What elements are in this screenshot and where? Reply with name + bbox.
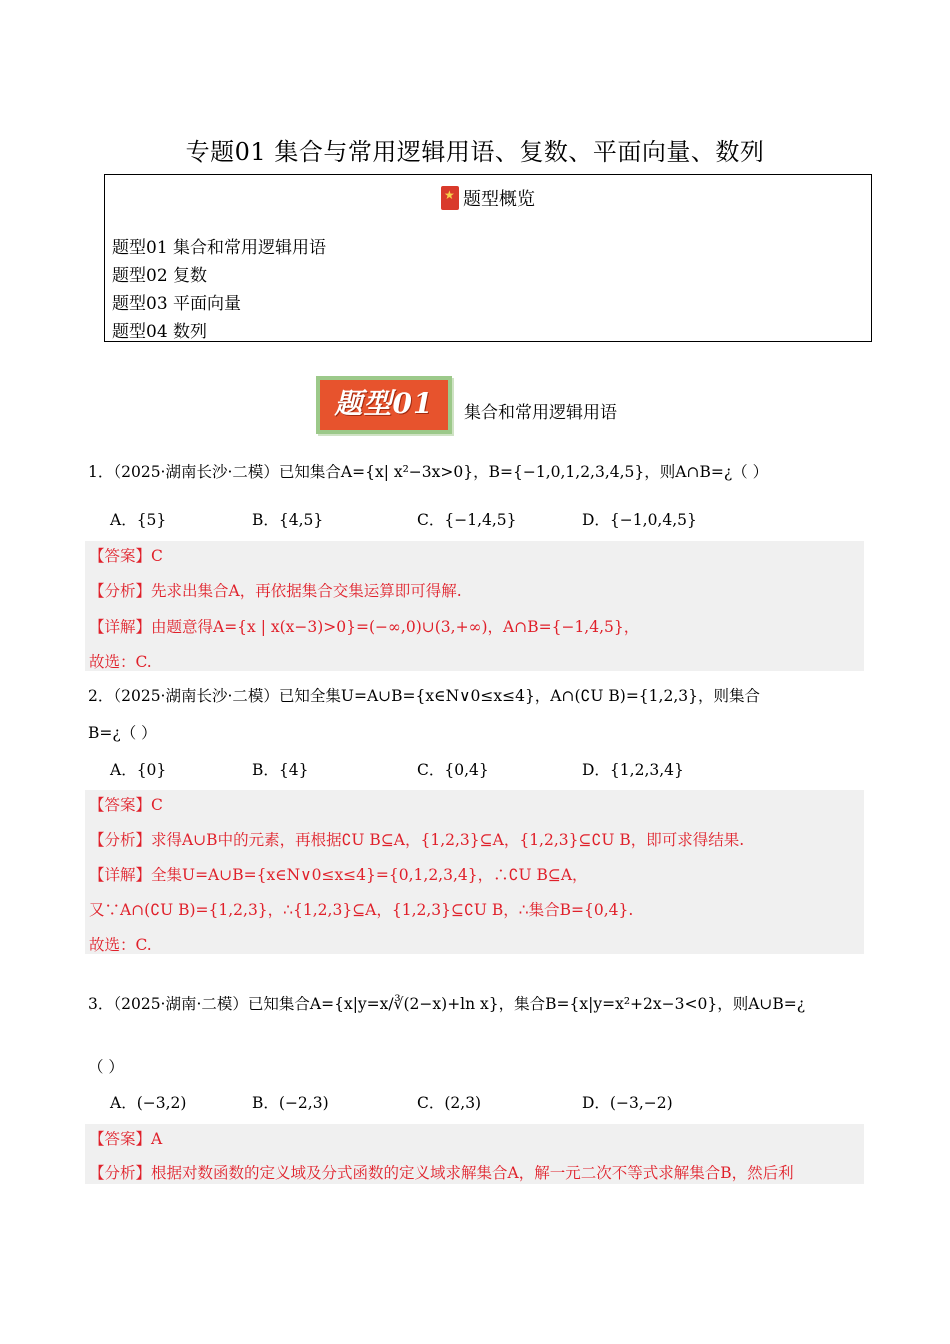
q3-analysis: 【分析】根据对数函数的定义域及分式函数的定义域求解集合A，解一元二次不等式求解集合B，然后利 xyxy=(89,1164,794,1182)
section-title: 集合和常用逻辑用语 xyxy=(464,403,617,423)
q2-solution-panel xyxy=(85,790,864,954)
q1-analysis: 【分析】先求出集合A，再依据集合交集运算即可得解. xyxy=(89,582,462,600)
q2-conclusion: 故选：C. xyxy=(89,936,152,954)
q3-option-d[interactable]: D．(−3,−2) xyxy=(582,1094,673,1112)
q2-option-a[interactable]: A．{0} xyxy=(110,761,167,779)
q2-detail-line1: 【详解】全集U=A∪B={x∈N∨0≤x≤4}={0,1,2,3,4}，∴∁U B⊆A， xyxy=(89,866,588,884)
q1-stem: 1．（2025·湖南长沙·二模）已知集合A={x| x²−3x>0}，B={−1,0,1,2,3,4,5}，则A∩B=¿（ ） xyxy=(88,463,769,481)
q2-analysis: 【分析】求得A∪B中的元素，再根据∁U B⊆A，{1,2,3}⊆A，{1,2,3}⊆∁U B，即可求得结果. xyxy=(89,831,745,849)
q2-detail-line2: 又∵A∩(∁U B)={1,2,3}，∴{1,2,3}⊆A，{1,2,3}⊆∁U B，∴集合B={0,4}. xyxy=(89,901,634,919)
section-badge xyxy=(316,376,452,434)
q2-stem-line1: 2．（2025·湖南长沙·二模）已知全集U=A∪B={x∈N∨0≤x≤4}，A∩(∁U B)={1,2,3}，则集合 xyxy=(88,687,760,705)
page-title: 专题01 集合与常用逻辑用语、复数、平面向量、数列 xyxy=(185,138,765,166)
q1-option-a[interactable]: A．{5} xyxy=(110,511,167,529)
q1-option-d[interactable]: D．{−1,0,4,5} xyxy=(582,511,697,529)
section-badge-label: 题型01 xyxy=(320,380,448,430)
toc-item-3[interactable]: 题型03 平面向量 xyxy=(112,294,242,314)
q1-conclusion: 故选：C. xyxy=(89,653,152,671)
q2-option-b[interactable]: B．{4} xyxy=(252,761,309,779)
q1-answer: 【答案】C xyxy=(89,547,163,565)
q1-solution-panel xyxy=(85,541,864,671)
q3-answer: 【答案】A xyxy=(89,1130,163,1148)
q1-option-b[interactable]: B．{4,5} xyxy=(252,511,324,529)
q3-solution-panel xyxy=(85,1124,864,1184)
q3-stem-line2: （ ） xyxy=(88,1058,124,1076)
overview-box xyxy=(104,174,872,342)
toc-item-2[interactable]: 题型02 复数 xyxy=(112,266,208,286)
q3-option-a[interactable]: A．(−3,2) xyxy=(110,1094,187,1112)
q2-option-d[interactable]: D．{1,2,3,4} xyxy=(582,761,684,779)
q2-answer: 【答案】C xyxy=(89,796,163,814)
book-icon: ★ xyxy=(441,186,459,210)
q2-stem-line2: B=¿（ ） xyxy=(88,724,157,742)
q1-option-c[interactable]: C．{−1,4,5} xyxy=(417,511,517,529)
q3-stem-line1: 3．（2025·湖南·二模）已知集合A={x|y=x/∛(2−x)+ln x}，集合B={x|y=x²+2x−3<0}，则A∪B=¿ xyxy=(88,995,806,1013)
toc-item-4[interactable]: 题型04 数列 xyxy=(112,322,208,342)
overview-header xyxy=(105,185,871,211)
toc-item-1[interactable]: 题型01 集合和常用逻辑用语 xyxy=(112,238,327,258)
q3-option-c[interactable]: C．(2,3) xyxy=(417,1094,482,1112)
q1-detail: 【详解】由题意得A={x | x(x−3)>0}=(−∞,0)∪(3,+∞)，A∩B={−1,4,5}， xyxy=(89,618,640,636)
q3-option-b[interactable]: B．(−2,3) xyxy=(252,1094,329,1112)
overview-heading: 题型概览 xyxy=(463,189,535,210)
q2-option-c[interactable]: C．{0,4} xyxy=(417,761,489,779)
